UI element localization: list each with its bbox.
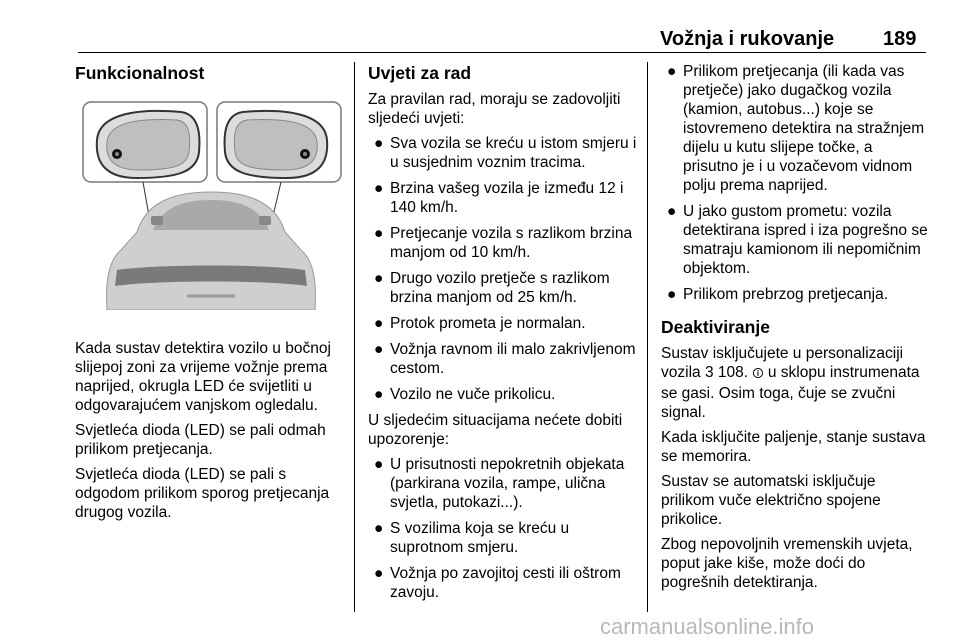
bullet-icon: ● — [374, 270, 384, 287]
column-deactivation — [661, 62, 931, 598]
warnings-intro: U sljedećim situacijama nećete dobiti upozorenje: — [368, 412, 623, 448]
bullet-icon: ● — [374, 386, 384, 403]
deactivation-paragraph-2: Kada isključite paljenje, stanje sustava se memorira. — [661, 429, 926, 465]
list-item: ● Drugo vozilo pretječe s razlikom brzina manjom od 25 km/h. — [374, 270, 610, 306]
page-reference-link[interactable]: 3 108. — [704, 364, 753, 381]
deactivation-paragraph-4: Zbog nepovoljnih vremenskih uvjeta, poput jake kiše, može doći do pogrešnih detektiranja. — [661, 536, 913, 591]
bullet-icon: ● — [374, 180, 384, 197]
bullet-icon: ● — [667, 203, 677, 220]
column-functionality — [75, 62, 347, 528]
warnings-list — [368, 455, 638, 602]
functionality-paragraph-3: Svjetleća dioda (LED) se pali s odgodom prilikom sporog pretjecanja drugog vozila. — [75, 466, 330, 521]
section-heading-functionality: Funkcionalnost — [75, 63, 205, 83]
conditions-intro: Za pravilan rad, moraju se zadovoljiti sljedeći uvjeti: — [368, 91, 621, 127]
functionality-paragraph-2: Svjetleća dioda (LED) se pali odmah prilikom pretjecanja. — [75, 422, 326, 458]
column-operating-conditions — [368, 62, 638, 609]
bullet-icon: ● — [667, 286, 677, 303]
bullet-icon: ● — [374, 520, 384, 537]
bullet-icon: ● — [667, 63, 677, 80]
column-divider-2 — [647, 62, 648, 612]
list-item: ● Brzina vašeg vozila je između 12 i 140 km/h. — [374, 180, 624, 216]
right-mirror-image — [217, 102, 341, 182]
warnings-list-continued — [661, 62, 931, 304]
section-heading-conditions: Uvjeti za rad — [368, 63, 472, 83]
list-item: ● U prisutnosti nepokretnih objekata (parkirana vozila, rampe, ulična svjetla, putokazi...). — [374, 456, 625, 511]
list-item: ● Pretjecanje vozila s razlikom brzina manjom od 10 km/h. — [374, 225, 633, 261]
section-heading-deactivation: Deaktiviranje — [661, 317, 770, 337]
car-rear-image — [107, 192, 316, 310]
conditions-list — [368, 134, 638, 404]
bullet-icon: ● — [374, 565, 384, 582]
deactivation-paragraph-1: Sustav isključujete u personalizaciji vozila 3 108. 🛈 u sklopu instrumenata se gasi. Osim toga, čuje se zvučni signal. — [661, 345, 920, 421]
left-mirror-image — [83, 102, 207, 182]
bullet-icon: ● — [374, 315, 384, 332]
list-item: ● Sva vozila se kreću u istom smjeru i u susjednim voznim tracima. — [374, 135, 637, 171]
watermark: carmanualsonline.info — [600, 614, 815, 639]
deactivation-paragraph-3: Sustav se automatski isključuje prilikom vuče električno spojene prikolice. — [661, 473, 881, 528]
list-item: ● S vozilima koja se kreću u suprotnom smjeru. — [374, 520, 570, 556]
page-header-title: Vožnja i rukovanje — [660, 28, 835, 50]
page-number: 189 — [883, 28, 917, 50]
list-item: ● Prilikom pretjecanja (ili kada vas pretječe) jako dugačkog vozila (kamion, autobus...) koje se istovremeno detektira na stražnjem dijelu u kutu slijepe točke, a prisutno je i u vozačevom vidnom polju prema naprijed. — [667, 63, 925, 194]
functionality-paragraph-1: Kada sustav detektira vozilo u bočnoj slijepoj zoni za vrijeme vožnje prema naprijed, okrugla LED će svijetliti u odgovarajućem vanjskom ogledalu. — [75, 340, 331, 414]
column-divider-1 — [354, 62, 355, 612]
list-item: ● Vozilo ne vuče prikolicu. — [374, 386, 556, 403]
list-item: ● Vožnja po zavojitoj cesti ili oštrom zavoju. — [374, 565, 621, 601]
blind-spot-warning-icon: 🛈 — [752, 368, 764, 380]
list-item: ● Protok prometa je normalan. — [374, 315, 586, 332]
list-item: ● Vožnja ravnom ili malo zakrivljenom cestom. — [374, 341, 636, 377]
mirror-and-car-illustration — [77, 100, 345, 310]
bullet-icon: ● — [374, 225, 384, 242]
list-item: ● U jako gustom prometu: vozila detektirana ispred i iza pogrešno se smatraju kamionom ili nepomičnim objektom. — [667, 203, 928, 277]
bullet-icon: ● — [374, 341, 384, 358]
list-item: ● Prilikom prebrzog pretjecanja. — [667, 286, 889, 303]
bullet-icon: ● — [374, 135, 384, 152]
header-rule — [78, 52, 926, 53]
bullet-icon: ● — [374, 456, 384, 473]
